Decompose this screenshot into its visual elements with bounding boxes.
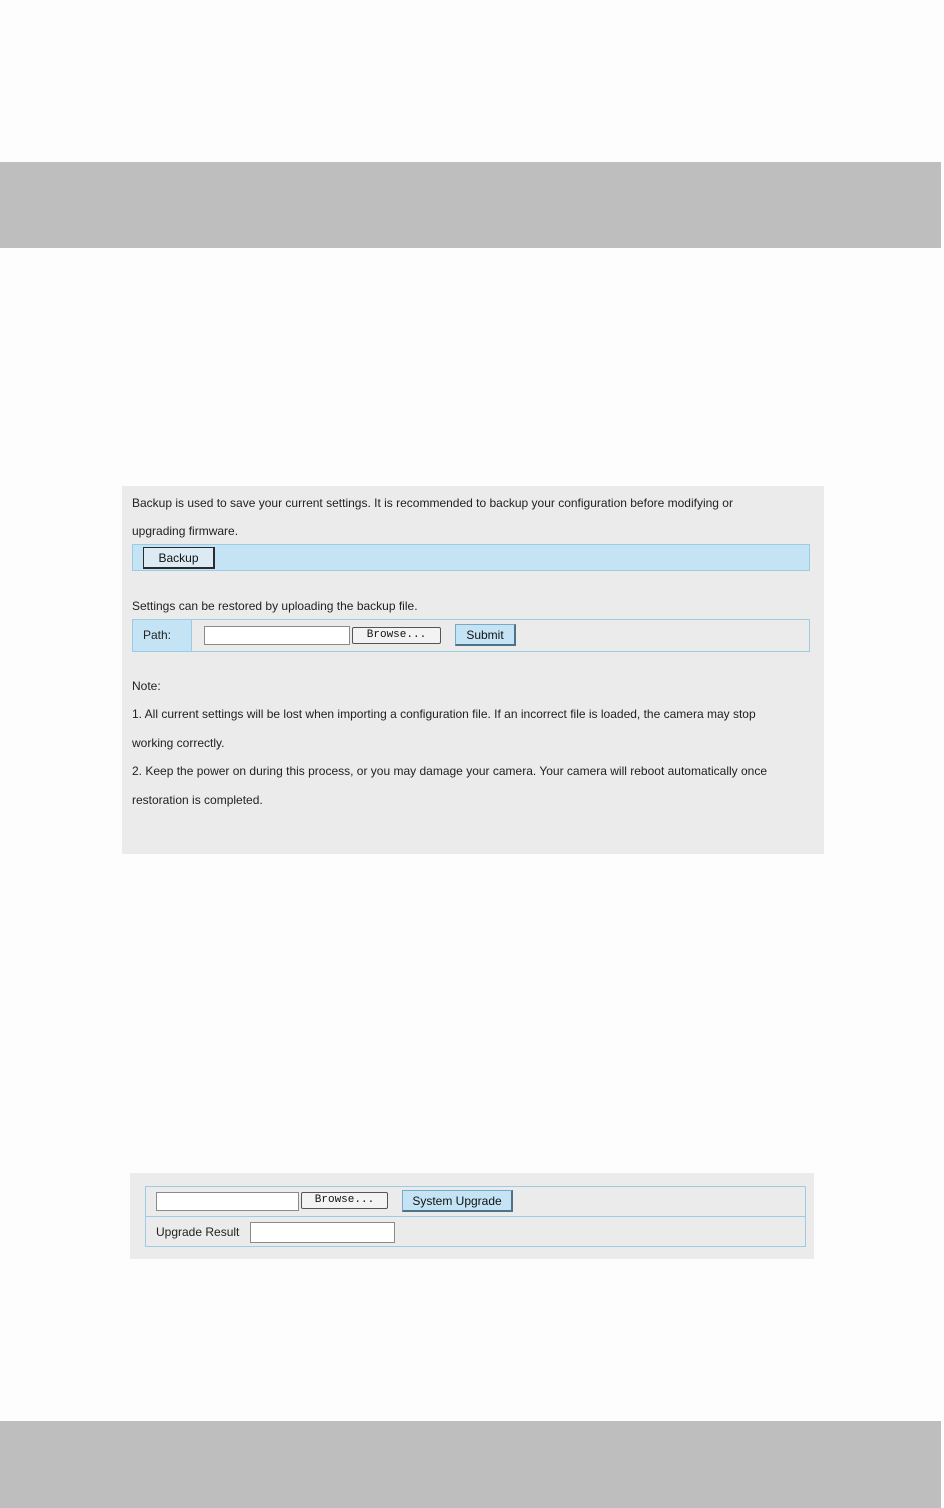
upgrade-result-field bbox=[250, 1222, 395, 1243]
note-line-4: restoration is completed. bbox=[132, 793, 263, 807]
system-upgrade-panel bbox=[130, 1173, 814, 1259]
backup-button[interactable]: Backup bbox=[143, 547, 215, 569]
footer-band bbox=[0, 1421, 941, 1508]
restore-text: Settings can be restored by uploading the backup file. bbox=[132, 599, 418, 613]
backup-bar bbox=[132, 544, 810, 571]
restore-file-input[interactable] bbox=[204, 626, 350, 645]
path-label: Path: bbox=[133, 620, 192, 651]
backup-restore-panel bbox=[122, 486, 824, 854]
backup-intro-line-1: Backup is used to save your current settings. It is recommended to backup your configuration before modifying or bbox=[132, 496, 733, 510]
restore-path-row bbox=[132, 619, 810, 652]
upgrade-file-input[interactable] bbox=[156, 1192, 299, 1211]
backup-intro-line-2: upgrading firmware. bbox=[132, 524, 239, 538]
note-title: Note: bbox=[132, 679, 161, 693]
note-line-1: 1. All current settings will be lost when importing a configuration file. If an incorrect file is loaded, the camera may stop bbox=[132, 707, 756, 721]
submit-button[interactable]: Submit bbox=[455, 624, 516, 646]
upgrade-file-row bbox=[145, 1186, 806, 1217]
restore-browse-button[interactable]: Browse... bbox=[352, 627, 441, 644]
note-line-2: working correctly. bbox=[132, 736, 225, 750]
upgrade-browse-button[interactable]: Browse... bbox=[301, 1192, 388, 1209]
upgrade-result-row bbox=[145, 1216, 806, 1247]
note-line-3: 2. Keep the power on during this process, or you may damage your camera. Your camera will reboot automatically once bbox=[132, 764, 768, 778]
upgrade-result-label: Upgrade Result bbox=[156, 1225, 240, 1239]
header-band bbox=[0, 162, 941, 248]
system-upgrade-button[interactable]: System Upgrade bbox=[402, 1190, 513, 1212]
